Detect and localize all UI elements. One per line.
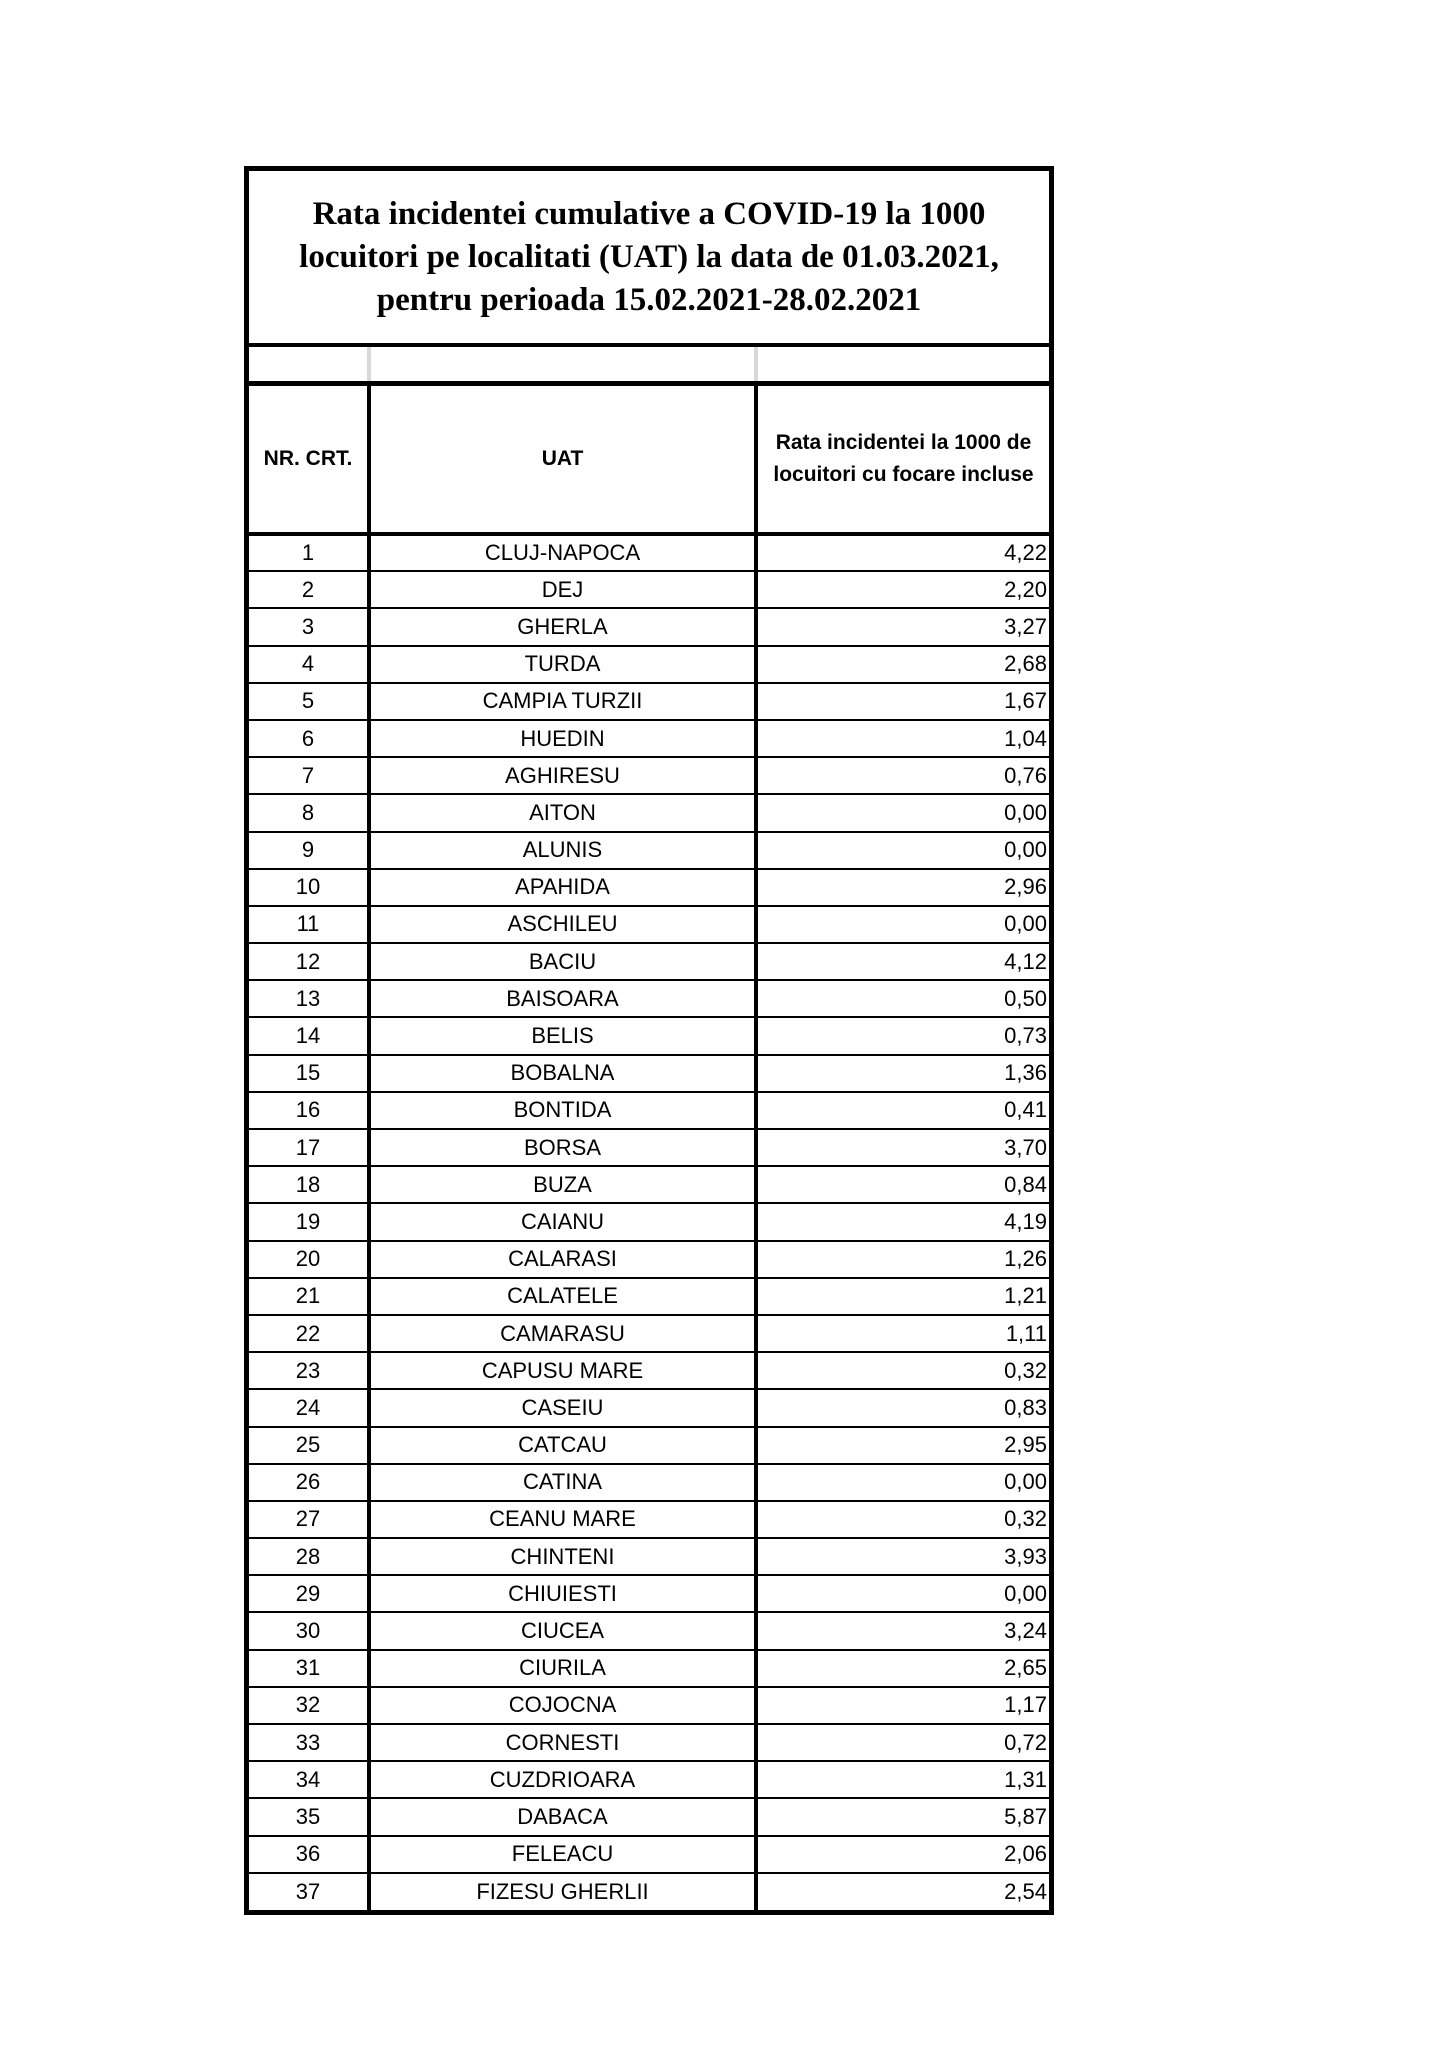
title-block (249, 171, 1049, 347)
incidence-rate-cell: 5,87 (756, 1798, 1049, 1835)
table-row (249, 906, 1049, 943)
row-number-cell: 13 (249, 980, 369, 1017)
row-number-cell: 35 (249, 1798, 369, 1835)
table-row (249, 1055, 1049, 1092)
incidence-rate-cell: 4,19 (756, 1203, 1049, 1240)
row-number-cell: 7 (249, 757, 369, 794)
table-body (249, 534, 1049, 1910)
incidence-rate-cell: 3,70 (756, 1129, 1049, 1166)
uat-name-cell: BUZA (369, 1166, 756, 1203)
table-row (249, 1241, 1049, 1278)
row-number-cell: 8 (249, 794, 369, 831)
header-row (249, 383, 1049, 534)
row-number-cell: 3 (249, 608, 369, 645)
row-number-cell: 33 (249, 1724, 369, 1761)
incidence-rate-cell: 3,93 (756, 1538, 1049, 1575)
row-number-cell: 15 (249, 1055, 369, 1092)
table-row (249, 757, 1049, 794)
uat-name-cell: CUZDRIOARA (369, 1761, 756, 1798)
row-number-cell: 27 (249, 1501, 369, 1538)
row-number-cell: 22 (249, 1315, 369, 1352)
uat-name-cell: CHINTENI (369, 1538, 756, 1575)
incidence-rate-cell: 2,54 (1004, 1878, 1047, 1904)
uat-name-cell: CLUJ-NAPOCA (369, 534, 756, 571)
row-number-cell: 24 (249, 1389, 369, 1426)
table-row (249, 1798, 1049, 1835)
table-row (249, 1427, 1049, 1464)
row-number-cell: 28 (249, 1538, 369, 1575)
uat-name-cell: FIZESU GHERLII (369, 1873, 756, 1910)
table-row (249, 1538, 1049, 1575)
spacer-row (249, 347, 1049, 383)
uat-name-cell: BAISOARA (369, 980, 756, 1017)
row-number-cell: 37 (249, 1873, 369, 1910)
uat-name-cell: BONTIDA (369, 1092, 756, 1129)
spacer-cell (249, 347, 369, 383)
incidence-rate-cell: 2,68 (756, 646, 1049, 683)
uat-name-cell: CALATELE (369, 1278, 756, 1315)
incidence-rate-cell: 1,11 (756, 1315, 1049, 1352)
row-number-cell: 9 (249, 832, 369, 869)
incidence-rate-cell: 0,32 (756, 1352, 1049, 1389)
table-row (249, 794, 1049, 831)
row-number-cell: 14 (249, 1017, 369, 1054)
incidence-rate-cell: 0,00 (756, 794, 1049, 831)
uat-name-cell: DEJ (369, 571, 756, 608)
incidence-table (249, 347, 1049, 1910)
table-row (249, 1873, 1049, 1910)
row-number-cell: 18 (249, 1166, 369, 1203)
incidence-rate-cell: 0,00 (756, 832, 1049, 869)
table-row (249, 1724, 1049, 1761)
table-row (249, 1352, 1049, 1389)
row-number-cell: 29 (249, 1575, 369, 1612)
uat-name-cell: TURDA (369, 646, 756, 683)
table-row (249, 869, 1049, 906)
table-row (249, 1278, 1049, 1315)
table-row (249, 1092, 1049, 1129)
table-row (249, 1761, 1049, 1798)
incidence-rate-cell: 2,65 (756, 1650, 1049, 1687)
table-row (249, 720, 1049, 757)
table-row (249, 646, 1049, 683)
table-row (249, 1389, 1049, 1426)
row-number-cell: 21 (249, 1278, 369, 1315)
spacer-cell (756, 347, 1049, 383)
uat-name-cell: ASCHILEU (369, 906, 756, 943)
uat-name-cell: CIUCEA (369, 1612, 756, 1649)
table-row (249, 943, 1049, 980)
table-row (249, 832, 1049, 869)
column-header-nr: NR. CRT. (249, 383, 369, 534)
row-number-cell: 16 (249, 1092, 369, 1129)
title-line-2: locuitori pe localitati (UAT) la data de 01.03.2021, (299, 238, 999, 275)
uat-name-cell: CAIANU (369, 1203, 756, 1240)
document-title (299, 193, 999, 322)
incidence-rate-cell: 1,26 (756, 1241, 1049, 1278)
incidence-rate-cell: 0,84 (756, 1166, 1049, 1203)
uat-name-cell: GHERLA (369, 608, 756, 645)
incidence-rate-cell: 1,67 (756, 683, 1049, 720)
uat-name-cell: CEANU MARE (369, 1501, 756, 1538)
row-number-cell: 11 (249, 906, 369, 943)
table-row (249, 1166, 1049, 1203)
uat-name-cell: CAPUSU MARE (369, 1352, 756, 1389)
title-line-3: pentru perioada 15.02.2021-28.02.2021 (376, 281, 922, 318)
row-number-cell: 34 (249, 1761, 369, 1798)
table-row (249, 980, 1049, 1017)
incidence-rate-cell: 0,32 (756, 1501, 1049, 1538)
uat-name-cell: CORNESTI (369, 1724, 756, 1761)
incidence-rate-cell: 2,96 (756, 869, 1049, 906)
table-row (249, 1687, 1049, 1724)
table-row (249, 608, 1049, 645)
table-row (249, 1464, 1049, 1501)
incidence-rate-cell: 1,36 (756, 1055, 1049, 1092)
table-row (249, 534, 1049, 571)
incidence-rate-cell: 2,20 (756, 571, 1049, 608)
incidence-rate-cell: 4,22 (756, 534, 1049, 571)
table-row (249, 1129, 1049, 1166)
incidence-rate-cell: 1,04 (756, 720, 1049, 757)
table-row (249, 1315, 1049, 1352)
incidence-rate-cell: 0,00 (756, 1464, 1049, 1501)
row-number-cell: 25 (249, 1427, 369, 1464)
row-number-cell: 4 (249, 646, 369, 683)
table-row (249, 1017, 1049, 1054)
uat-name-cell: CAMARASU (369, 1315, 756, 1352)
table-row (249, 1203, 1049, 1240)
uat-name-cell: ALUNIS (369, 832, 756, 869)
uat-name-cell: DABACA (369, 1798, 756, 1835)
row-number-cell: 5 (249, 683, 369, 720)
uat-name-cell: HUEDIN (369, 720, 756, 757)
incidence-rate-cell: 0,00 (756, 1575, 1049, 1612)
uat-name-cell: CALARASI (369, 1241, 756, 1278)
row-number-cell: 2 (249, 571, 369, 608)
row-number-cell: 17 (249, 1129, 369, 1166)
table-row (249, 1501, 1049, 1538)
row-number-cell: 12 (249, 943, 369, 980)
incidence-rate-cell: 2,06 (756, 1836, 1049, 1873)
incidence-table-document (244, 166, 1054, 1915)
incidence-rate-cell: 1,17 (756, 1687, 1049, 1724)
incidence-rate-cell: 1,31 (756, 1761, 1049, 1798)
uat-name-cell: AITON (369, 794, 756, 831)
row-number-cell: 26 (249, 1464, 369, 1501)
table-row (249, 1836, 1049, 1873)
column-header-uat: UAT (369, 383, 756, 534)
row-number-cell: 1 (249, 534, 369, 571)
uat-name-cell: CASEIU (369, 1389, 756, 1426)
uat-name-cell: CAMPIA TURZII (369, 683, 756, 720)
incidence-rate-cell: 0,50 (756, 980, 1049, 1017)
incidence-rate-cell: 0,41 (756, 1092, 1049, 1129)
incidence-rate-cell: 0,76 (756, 757, 1049, 794)
uat-name-cell: BELIS (369, 1017, 756, 1054)
row-number-cell: 30 (249, 1612, 369, 1649)
row-number-cell: 23 (249, 1352, 369, 1389)
uat-name-cell: CHIUIESTI (369, 1575, 756, 1612)
incidence-rate-cell: 4,12 (756, 943, 1049, 980)
uat-name-cell: CIURILA (369, 1650, 756, 1687)
uat-name-cell: BACIU (369, 943, 756, 980)
uat-name-cell: CATCAU (369, 1427, 756, 1464)
uat-name-cell: CATINA (369, 1464, 756, 1501)
uat-name-cell: FELEACU (369, 1836, 756, 1873)
table-row (249, 1575, 1049, 1612)
spacer-cell (369, 347, 756, 383)
incidence-rate-cell: 0,00 (756, 906, 1049, 943)
uat-name-cell: AGHIRESU (369, 757, 756, 794)
uat-name-cell: APAHIDA (369, 869, 756, 906)
row-number-cell: 32 (249, 1687, 369, 1724)
incidence-rate-cell: 3,27 (756, 608, 1049, 645)
uat-name-cell: BORSA (369, 1129, 756, 1166)
incidence-rate-cell: 3,24 (756, 1612, 1049, 1649)
incidence-rate-cell: 0,83 (756, 1389, 1049, 1426)
row-number-cell: 6 (249, 720, 369, 757)
incidence-rate-cell: 0,73 (756, 1017, 1049, 1054)
uat-name-cell: BOBALNA (369, 1055, 756, 1092)
table-row (249, 1612, 1049, 1649)
incidence-rate-cell: 0,72 (756, 1724, 1049, 1761)
incidence-rate-cell: 1,21 (756, 1278, 1049, 1315)
title-line-1: Rata incidentei cumulative a COVID-19 la 1000 (312, 195, 986, 232)
row-number-cell: 36 (249, 1836, 369, 1873)
incidence-rate-cell: 2,95 (756, 1427, 1049, 1464)
uat-name-cell: COJOCNA (369, 1687, 756, 1724)
table-row (249, 683, 1049, 720)
table-row (249, 1650, 1049, 1687)
row-number-cell: 10 (249, 869, 369, 906)
row-number-cell: 19 (249, 1203, 369, 1240)
row-number-cell: 31 (249, 1650, 369, 1687)
table-row (249, 571, 1049, 608)
row-number-cell: 20 (249, 1241, 369, 1278)
column-header-rate: Rata incidentei la 1000 de locuitori cu focare incluse (756, 383, 1049, 534)
